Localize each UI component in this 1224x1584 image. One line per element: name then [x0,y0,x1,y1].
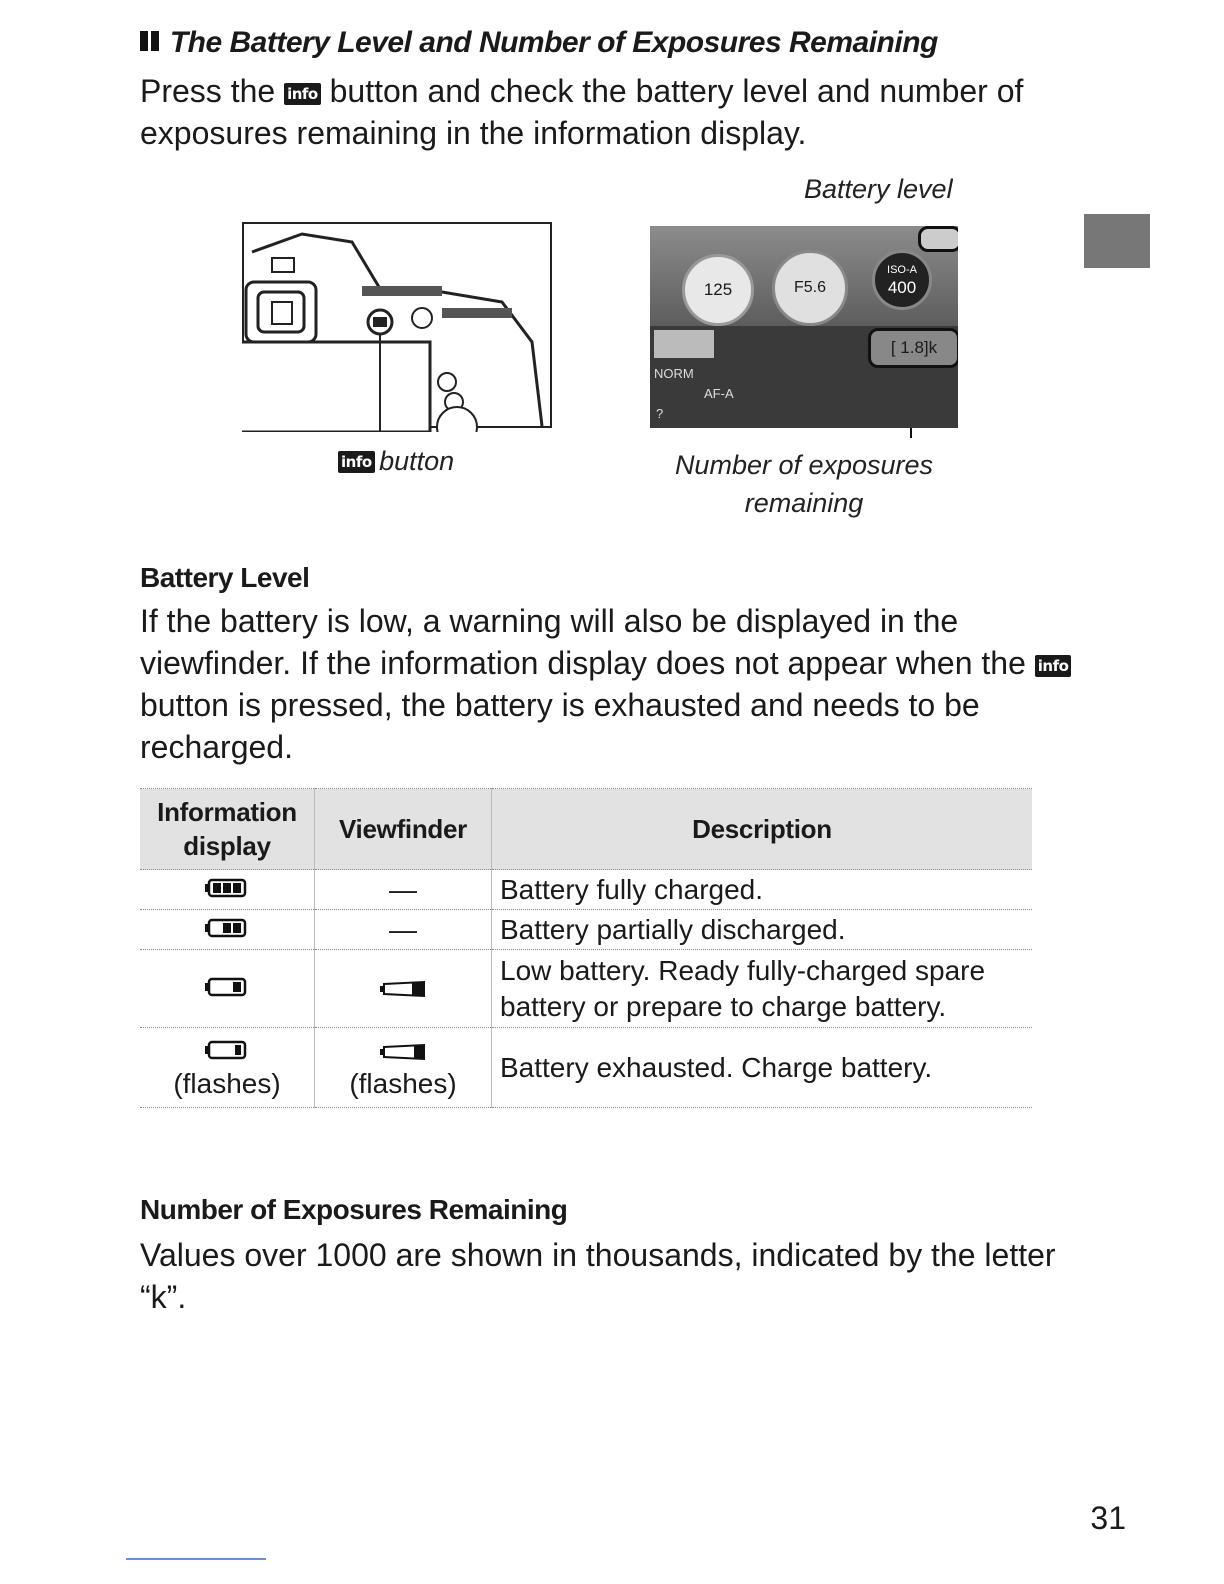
intro-paragraph [140,70,1100,154]
caption-exposures-remaining: Number of exposures remaining [674,450,934,518]
flashes-note: (flashes) [173,1067,281,1099]
section-title-text: The Battery Level and Number of Exposures Remaining [169,26,938,59]
column-header-viewfinder: Viewfinder [315,789,492,870]
table-row [140,1028,1032,1108]
page-number: 31 [1090,1500,1126,1536]
display-focus-mode: AF-A [704,386,734,401]
battery-level-text: If the battery is low, a warning will also be displayed in the viewfinder. If the information display does not appear when the [140,603,1026,681]
table-row [140,910,1032,950]
column-header-info-display: Information display [140,789,315,870]
battery-low-vf-icon [380,980,426,998]
viewfinder-value: — [315,870,492,910]
table-row [140,870,1032,910]
intro-text-2: button and check the battery level and number of exposures remaining in the information display. [140,73,1024,151]
display-image-quality: NORM [654,366,694,381]
camera-back-illustration [242,222,554,432]
intro-text: Press the [140,73,276,109]
viewfinder-value: — [315,910,492,950]
caption-info-button [338,446,454,477]
info-button-icon: info [338,451,375,473]
battery-exhausted-icon [205,1039,249,1061]
battery-level-paragraph [140,600,1080,768]
chapter-tab-marker [1084,214,1150,268]
description-cell: Battery fully charged. [492,870,1033,910]
battery-low-icon [205,976,249,998]
info-button-icon: info [1035,655,1072,677]
iso-dial [872,250,932,310]
display-help: ? [656,406,664,421]
battery-level-table [140,788,1032,1108]
battery-partial-icon [205,917,249,939]
shutter-dial: 125 [682,254,754,326]
footer-line [126,1558,266,1560]
battery-level-heading: Battery Level [140,562,310,593]
battery-exhausted-vf-icon [380,1043,426,1061]
section-marker [140,31,148,51]
iso-value: 400 [887,278,917,297]
battery-full-icon [205,877,249,899]
description-cell: Battery partially discharged. [492,910,1033,950]
table-row [140,950,1032,1028]
aperture-dial: F5.6 [772,250,848,326]
caption-button-text: button [379,446,455,476]
caption-battery-level: Battery level [804,174,953,204]
column-header-description: Description [492,789,1033,870]
battery-level-text-2: button is pressed, the battery is exhausted and needs to be recharged. [140,687,980,765]
section-title [140,26,938,60]
flashes-note: (flashes) [349,1067,457,1099]
section-marker [151,31,159,51]
iso-label: ISO-A [887,264,917,276]
exposures-heading: Number of Exposures Remaining [140,1194,568,1225]
battery-level-highlight [918,226,958,252]
exposures-remaining-highlight: [ 1.8]k [868,328,958,368]
description-cell: Battery exhausted. Charge battery. [492,1028,1033,1108]
information-display-illustration [650,226,958,428]
info-button-icon: info [284,83,321,105]
description-cell: Low battery. Ready fully-charged spare battery or prepare to charge battery. [492,950,1033,1028]
exposures-paragraph: Values over 1000 are shown in thousands, indicated by the letter “k”. [140,1237,1056,1315]
